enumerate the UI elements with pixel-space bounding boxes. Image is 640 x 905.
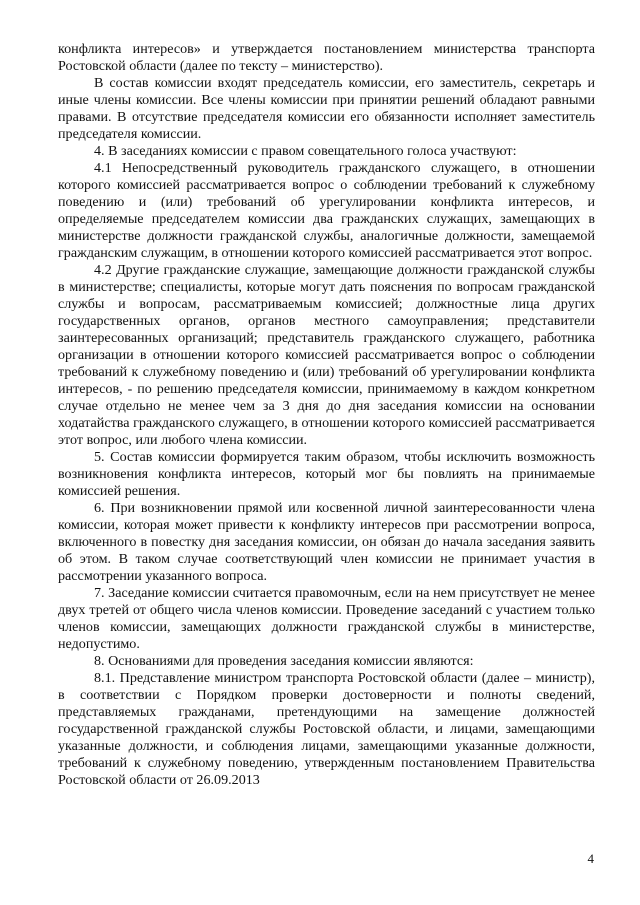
paragraph-continuation: конфликта интересов» и утверждается постановлением министерства транспорта Ростовской области (далее по тексту – министерство). xyxy=(58,41,595,74)
paragraph-commission-composition: В состав комиссии входят председатель комиссии, его заместитель, секретарь и иные члены комиссии. Все члены комиссии при принятии решений обладают равными правами. В отсутствие председателя комиссии его обязанности исполняет заместитель председателя комиссии. xyxy=(58,75,595,142)
paragraph-item-6: 6. При возникновении прямой или косвенной личной заинтересованности члена комиссии, которая может привести к конфликту интересов при рассмотрении вопроса, включенного в повестку дня заседания комиссии, он обязан до начала заседания заявить об этом. В таком случае соответствующий член комиссии не принимает участия в рассмотрении указанного вопроса. xyxy=(58,500,595,584)
paragraph-item-4: 4. В заседаниях комиссии с правом совещательного голоса участвуют: xyxy=(94,143,517,159)
paragraph-item-4-2: 4.2 Другие гражданские служащие, замещающие должности гражданской службы в министерстве; специалисты, которые могут дать пояснения по вопросам гражданской службы и вопросам, рассматриваемым комиссией; должностные лица других государственных органов, органов местного самоуправления; представители заинтересованных организаций; представитель гражданского служащего, работника организации в отношении которого комиссией рассматривается вопрос о соблюдении требований к служебному поведению и (или) требований об урегулировании конфликта интересов, - по решению председателя комиссии, принимаемому в каждом конкретном случае отдельно не менее чем за 3 дня до дня заседания комиссии на основании ходатайства гражданского служащего, в отношении которого комиссией рассматривается этот вопрос, или любого члена комиссии. xyxy=(58,262,595,448)
paragraph-item-4-1: 4.1 Непосредственный руководитель гражданского служащего, в отношении которого комиссией рассматривается вопрос о соблюдении требований к служебному поведению и (или) требований об урегулировании конфликта интересов, и определяемые председателем комиссии два гражданских служащих, замещающих в министерстве должности гражданской службы, аналогичные должности, замещаемой гражданским служащим, в отношении которого комиссией рассматривается этот вопрос. xyxy=(58,160,595,261)
paragraph-item-7: 7. Заседание комиссии считается правомочным, если на нем присутствует не менее двух третей от общего числа членов комиссии. Проведение заседаний с участием только членов комиссии, замещающих должности гражданской службы в министерстве, недопустимо. xyxy=(58,585,595,652)
paragraph-item-8-1: 8.1. Представление министром транспорта Ростовской области (далее – министр), в соответствии с Порядком проверки достоверности и полноты сведений, представляемых гражданами, претендующими на замещение должностей государственной гражданской службы Ростовской области, и лицами, замещающими указанные должности, и соблюдения лицами, замещающими указанные должности, требований к служебному поведению, утвержденным постановлением Правительства Ростовской области от 26.09.2013 xyxy=(58,670,595,788)
page-number: 4 xyxy=(587,851,594,866)
paragraph-item-8: 8. Основаниями для проведения заседания комиссии являются: xyxy=(94,653,474,669)
document-body xyxy=(58,41,595,789)
paragraph-item-5: 5. Состав комиссии формируется таким образом, чтобы исключить возможность возникновения конфликта интересов, который мог бы повлиять на принимаемые комиссией решения. xyxy=(58,449,595,499)
